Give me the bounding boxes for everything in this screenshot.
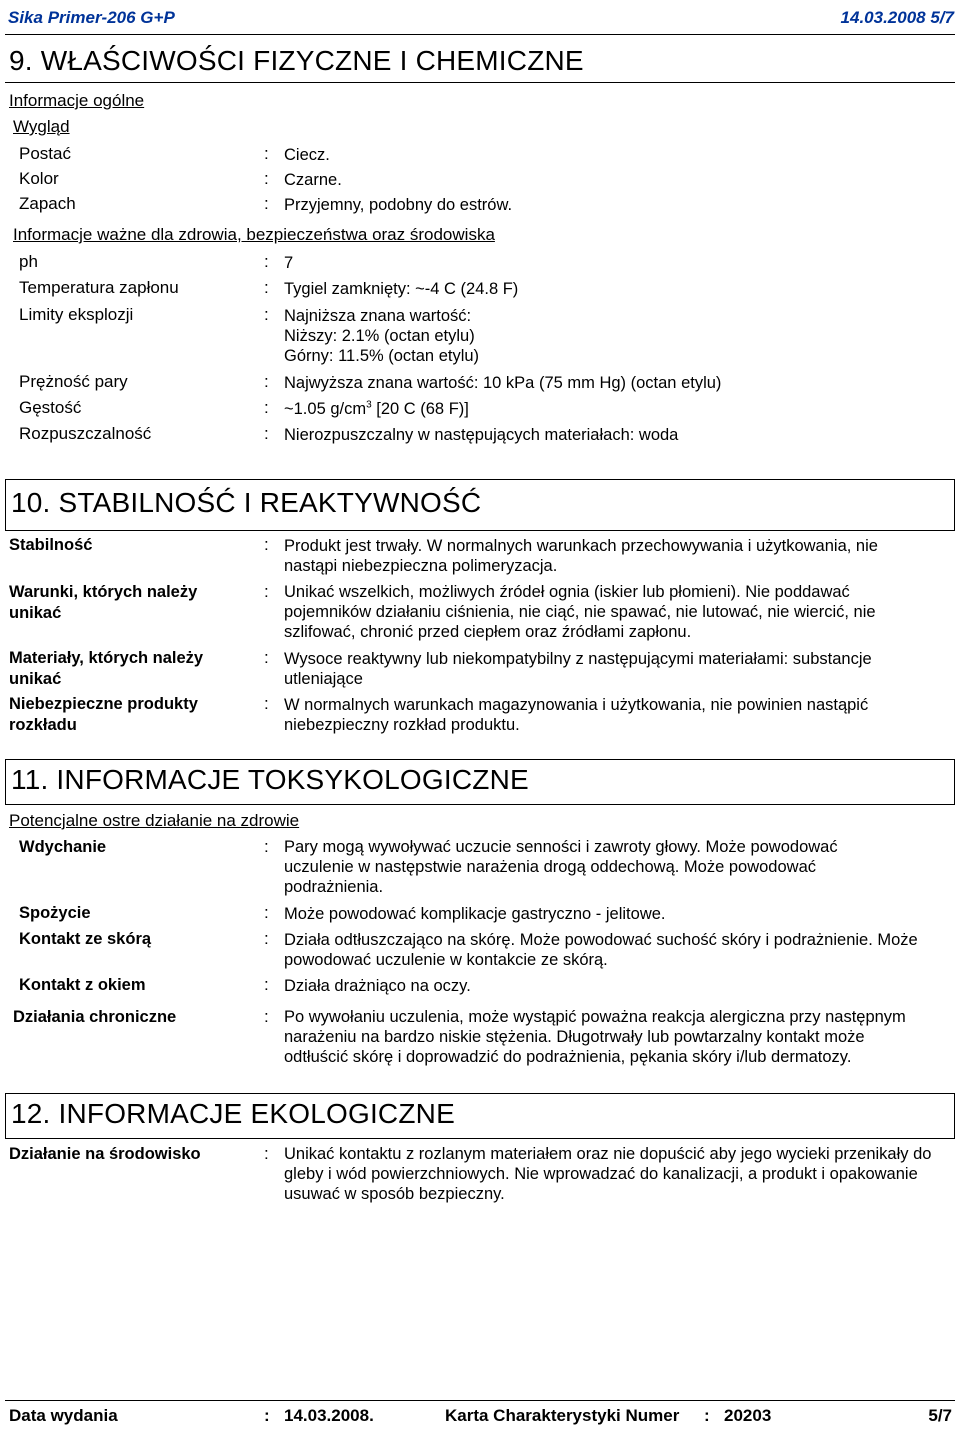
- decomposition-products-label: Niebezpieczne produkty rozkładu: [9, 695, 198, 734]
- footer-card-number: 20203: [724, 1406, 772, 1425]
- environmental-effects-label: Działanie na środowisko: [9, 1145, 201, 1163]
- flash-point-label: Temperatura zapłonu: [19, 278, 179, 297]
- colon: :: [264, 144, 269, 163]
- ingestion-value: Może powodować komplikacje gastryczno - jelitowe.: [284, 905, 666, 923]
- section-9-title: 9. WŁAŚCIWOŚCI FIZYCZNE I CHEMICZNE: [9, 45, 584, 76]
- header-product: Sika Primer-206 G+P: [8, 8, 175, 27]
- color-label: Kolor: [19, 169, 59, 188]
- explosion-limits-line3: Górny: 11.5% (octan etylu): [284, 347, 480, 365]
- colon: :: [264, 582, 269, 601]
- environmental-effects-value: Unikać kontaktu z rozlanym materiałem oraz nie dopuścić aby jego wycieki przenikały do gleby i wód powierzchniowych. Nie wprowadzać do kanalizacji, a produkt i opakowanie usuwać w sposób bezpieczny.: [284, 1145, 932, 1203]
- density-superscript: 3: [366, 399, 372, 411]
- appearance-heading: Wygląd: [13, 117, 70, 136]
- skin-contact-value: Działa odtłuszczająco na skórę. Może powodować suchość skóry i podrażnienie. Może powodować uczulenie w kontakcie ze skórą.: [284, 931, 918, 969]
- colon: :: [264, 278, 269, 297]
- general-info-heading: Informacje ogólne: [9, 91, 145, 110]
- eye-contact-label: Kontakt z okiem: [19, 976, 146, 994]
- explosion-limits-line2: Niższy: 2.1% (octan etylu): [284, 327, 475, 345]
- footer-page: 5/7: [928, 1406, 952, 1425]
- ingestion-label: Spożycie: [19, 904, 91, 922]
- colon: :: [264, 837, 269, 856]
- colon: :: [264, 903, 269, 922]
- inhalation-label: Wdychanie: [19, 838, 107, 856]
- odor-label: Zapach: [19, 194, 76, 213]
- section-12-title: 12. INFORMACJE EKOLOGICZNE: [11, 1098, 455, 1129]
- footer-colon: :: [704, 1406, 710, 1425]
- health-info-heading: Informacje ważne dla zdrowia, bezpieczeństwa oraz środowiska: [13, 225, 495, 244]
- colon: :: [264, 169, 269, 188]
- colon: :: [264, 305, 269, 324]
- section-9-underline: [5, 82, 955, 83]
- solubility-label: Rozpuszczalność: [19, 424, 152, 443]
- eye-contact-value: Działa drażniąco na oczy.: [284, 977, 471, 995]
- inhalation-value: Pary mogą wywoływać uczucie senności i zawroty głowy. Może powodować uczulenie w następstwie narażenia drogą oddechową. Może powodować podrażnienia.: [284, 838, 838, 896]
- flash-point-value: Tygiel zamknięty: ~-4 C (24.8 F): [284, 280, 519, 298]
- colon: :: [264, 424, 269, 443]
- chronic-effects-label: Działania chroniczne: [13, 1008, 177, 1026]
- materials-to-avoid-label: Materiały, których należy unikać: [9, 649, 204, 688]
- materials-to-avoid-value: Wysoce reaktywny lub niekompatybilny z następującymi materiałami: substancje utleniające: [284, 650, 872, 688]
- section-11-title: 11. INFORMACJE TOKSYKOLOGICZNE: [11, 764, 529, 795]
- density-condition: [20 C (68 F)]: [371, 400, 469, 418]
- colon: :: [264, 929, 269, 948]
- footer-issue-label: Data wydania: [9, 1406, 118, 1425]
- colon: :: [264, 694, 269, 713]
- ph-label: ph: [19, 252, 38, 271]
- solubility-value: Nierozpuszczalny w następujących materiałach: woda: [284, 426, 679, 444]
- odor-value: Przyjemny, podobny do estrów.: [284, 196, 513, 214]
- skin-contact-label: Kontakt ze skórą: [19, 930, 152, 948]
- vapor-pressure-label: Prężność pary: [19, 372, 128, 391]
- colon: :: [264, 648, 269, 667]
- decomposition-products-value: W normalnych warunkach magazynowania i użytkowania, nie powinien nastąpić niebezpieczny rozkład produktu.: [284, 696, 869, 734]
- header-divider: [5, 34, 955, 35]
- header-date-page: 14.03.2008 5/7: [840, 8, 954, 27]
- footer-issue-date: 14.03.2008.: [284, 1406, 374, 1425]
- footer-card-label: Karta Charakterystyki Numer: [445, 1406, 680, 1425]
- color-value: Czarne.: [284, 171, 342, 189]
- stability-label: Stabilność: [9, 536, 93, 554]
- explosion-limits-label: Limity eksplozji: [19, 305, 134, 324]
- density-number: ~1.05 g/cm: [284, 400, 367, 418]
- colon: :: [264, 398, 269, 417]
- density-value: [284, 399, 469, 419]
- colon: :: [264, 252, 269, 271]
- form-label: Postać: [19, 144, 71, 163]
- density-label: Gęstość: [19, 398, 82, 417]
- colon: :: [264, 975, 269, 994]
- vapor-pressure-value: Najwyższa znana wartość: 10 kPa (75 mm Hg) (octan etylu): [284, 374, 722, 392]
- colon: :: [264, 535, 269, 554]
- colon: :: [264, 194, 269, 213]
- acute-health-effects-heading: Potencjalne ostre działanie na zdrowie: [9, 811, 300, 830]
- ph-value: 7: [284, 254, 294, 272]
- stability-value: Produkt jest trwały. W normalnych warunkach przechowywania i użytkowania, nie nastąpi niebezpieczna polimeryzacja.: [284, 537, 878, 575]
- explosion-limits-line1: Najniższa znana wartość:: [284, 307, 472, 325]
- footer-divider: [5, 1400, 955, 1401]
- form-value: Ciecz.: [284, 146, 330, 164]
- chronic-effects-value: Po wywołaniu uczulenia, może wystąpić poważna reakcja alergiczna przy następnym narażeniu na bardzo niskie stężenia. Długotrwały lub powtarzalny kontakt może odtłuścić skórę i doprowadzić do podrażnienia, pękania skóry i/lub dermatozy.: [284, 1008, 906, 1066]
- colon: :: [264, 372, 269, 391]
- section-10-title: 10. STABILNOŚĆ I REAKTYWNOŚĆ: [11, 487, 482, 518]
- conditions-to-avoid-value: Unikać wszelkich, możliwych źródeł ognia (iskier lub płomieni). Nie poddawać pojemników działaniu ciśnienia, nie ciąć, nie spawać, nie lutować, nie wiercić, nie szlifować, chronić przed ciepłem oraz źródłami zapłonu.: [284, 583, 876, 641]
- colon: :: [264, 1144, 269, 1163]
- colon: :: [264, 1007, 269, 1026]
- footer-colon: :: [264, 1406, 270, 1425]
- conditions-to-avoid-label: Warunki, których należy unikać: [9, 583, 198, 622]
